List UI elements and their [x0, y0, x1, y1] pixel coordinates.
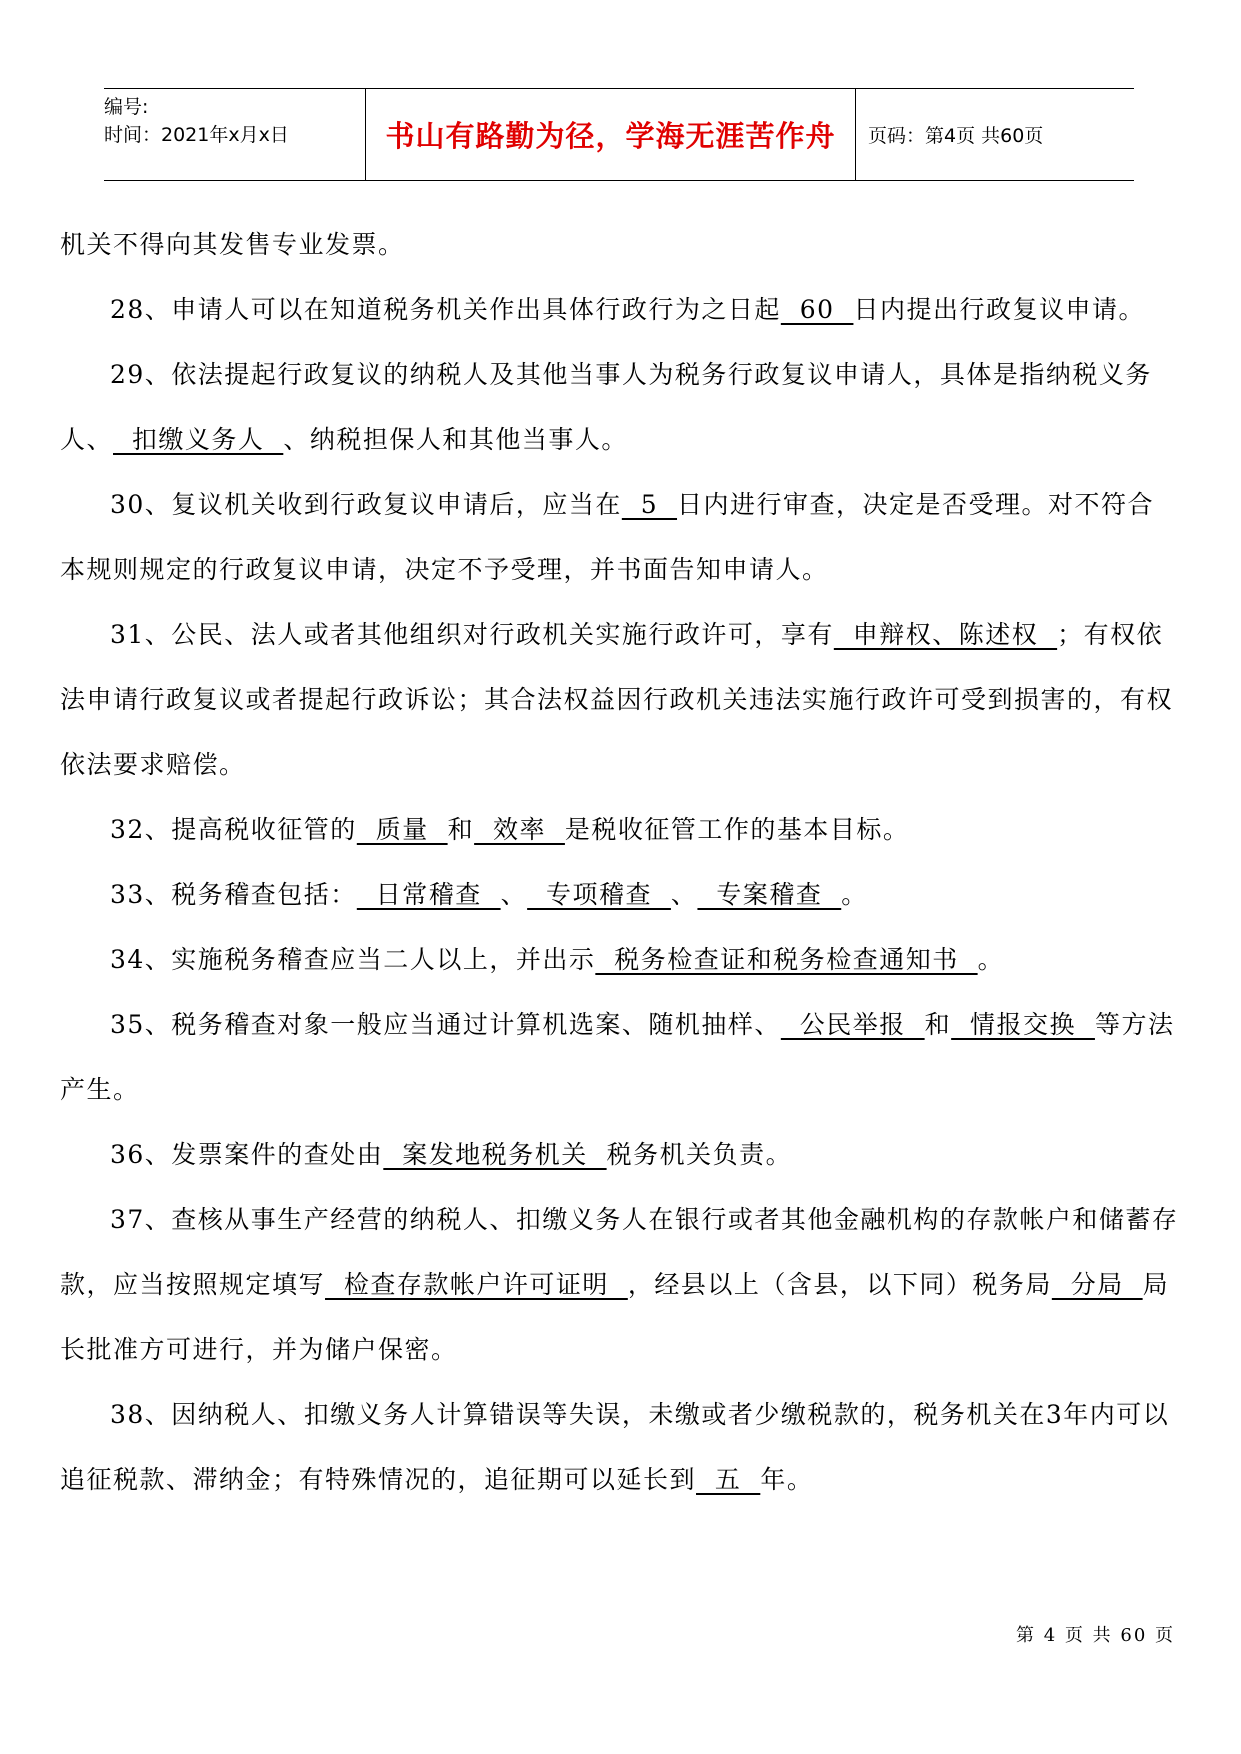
paragraph-text: 30、复议机关收到行政复议申请后，应当在: [110, 490, 622, 519]
paragraph-text: 、纳税担保人和其他当事人。: [283, 425, 628, 454]
paragraph-text: 机关不得向其发售专业发票。: [60, 230, 405, 259]
header-page-code: 页码：第4页 共60页: [868, 125, 1044, 147]
header-time-label: 时间：2021年x月x日: [104, 124, 289, 146]
paragraph-text: 。: [841, 880, 868, 909]
paragraph-text: 28、申请人可以在知道税务机关作出具体行政行为之日起: [110, 295, 781, 324]
paragraph-text: 33、税务稽查包括：: [110, 880, 357, 909]
paragraph-text: 日内进行审查，决定是否受理。对不符合本规则规定的行政复议申请，决定不予受理，并书面告知申请人。: [60, 490, 1155, 584]
answer-blank: 日常稽查: [356, 880, 501, 909]
paragraph-text: 和: [447, 815, 475, 844]
page-footer: 第 4 页 共 60 页: [1016, 1625, 1175, 1646]
question-paragraph: [60, 1187, 1180, 1382]
question-paragraph: [60, 602, 1180, 797]
question-paragraph: [60, 277, 1180, 342]
paragraph-text: 、: [500, 880, 528, 909]
answer-blank: 税务检查证和税务检查通知书: [595, 945, 978, 974]
paragraph-text: 32、提高税收征管的: [110, 815, 357, 844]
paragraph-text: 年。: [760, 1465, 814, 1494]
paragraph-text: ，经县以上（含县，以下同）税务局: [627, 1270, 1052, 1299]
paragraph-text: 31、公民、法人或者其他组织对行政机关实施行政许可，享有: [110, 620, 834, 649]
answer-blank: 质量: [356, 815, 448, 844]
answer-blank: 案发地税务机关: [383, 1140, 607, 1169]
answer-blank: 申辩权、陈述权: [833, 620, 1058, 649]
answer-blank: 60: [780, 295, 854, 324]
answer-blank: 专案稽查: [697, 880, 842, 909]
paragraph-text: 35、税务稽查对象一般应当通过计算机选案、随机抽样、: [110, 1010, 781, 1039]
answer-blank: 检查存款帐户许可证明: [325, 1270, 628, 1299]
question-paragraph: [60, 472, 1180, 602]
paragraph-text: 、: [670, 880, 698, 909]
document-header: [104, 88, 1134, 181]
answer-blank: 扣缴义务人: [113, 425, 284, 454]
paragraph-text: 和: [924, 1010, 952, 1039]
paragraph-text: 38、因纳税人、扣缴义务人计算错误等失误，未缴或者少缴税款的，税务机关在3年内可以追征税款、滞纳金；有特殊情况的，追征期可以延长到: [60, 1400, 1170, 1494]
paragraph-text: 37、查核从事生产经营的纳税人、扣缴义务人在银行或者其他金融机构的存款帐户和储蓄存款，应当按照规定填写: [60, 1205, 1179, 1299]
document-body: [60, 212, 1180, 1512]
paragraph-text: 29、依法提起行政复议的纳税人及其他当事人为税务行政复议申请人，具体是指纳税义务人、: [60, 360, 1152, 454]
paragraph-text: 日内提出行政复议申请。: [853, 295, 1145, 324]
question-paragraph: [60, 797, 1180, 862]
answer-blank: 五: [696, 1465, 761, 1494]
paragraph-text: 36、发票案件的查处由: [110, 1140, 384, 1169]
question-paragraph: [60, 342, 1180, 472]
paragraph-text: ；有权依法申请行政复议或者提起行政诉讼；其合法权益因行政机关违法实施行政许可受到损害的，有权依法要求赔偿。: [60, 620, 1174, 779]
paragraph-text: 34、实施税务稽查应当二人以上，并出示: [110, 945, 596, 974]
question-paragraph: [60, 992, 1180, 1122]
answer-blank: 专项稽查: [527, 880, 671, 909]
answer-blank: 公民举报: [780, 1010, 925, 1039]
question-paragraph: [60, 1382, 1180, 1512]
header-meta: [104, 89, 366, 180]
continued-paragraph: [60, 212, 1180, 277]
paragraph-text: 税务机关负责。: [606, 1140, 793, 1169]
header-number-label: 编号:: [104, 96, 149, 118]
question-paragraph: [60, 927, 1180, 992]
paragraph-text: 等方法产生。: [60, 1010, 1175, 1104]
answer-blank: 分局: [1051, 1270, 1143, 1299]
question-paragraph: [60, 862, 1180, 927]
paragraph-text: 。: [977, 945, 1005, 974]
question-paragraph: [60, 1122, 1180, 1187]
header-motto: 书山有路勤为径，学海无涯苦作舟: [366, 89, 856, 180]
paragraph-text: 是税收征管工作的基本目标。: [564, 815, 910, 844]
paragraph-text: 局长批准方可进行，并为储户保密。: [60, 1270, 1170, 1364]
answer-blank: 情报交换: [951, 1010, 1095, 1039]
answer-blank: 5: [621, 490, 678, 519]
answer-blank: 效率: [474, 815, 565, 844]
